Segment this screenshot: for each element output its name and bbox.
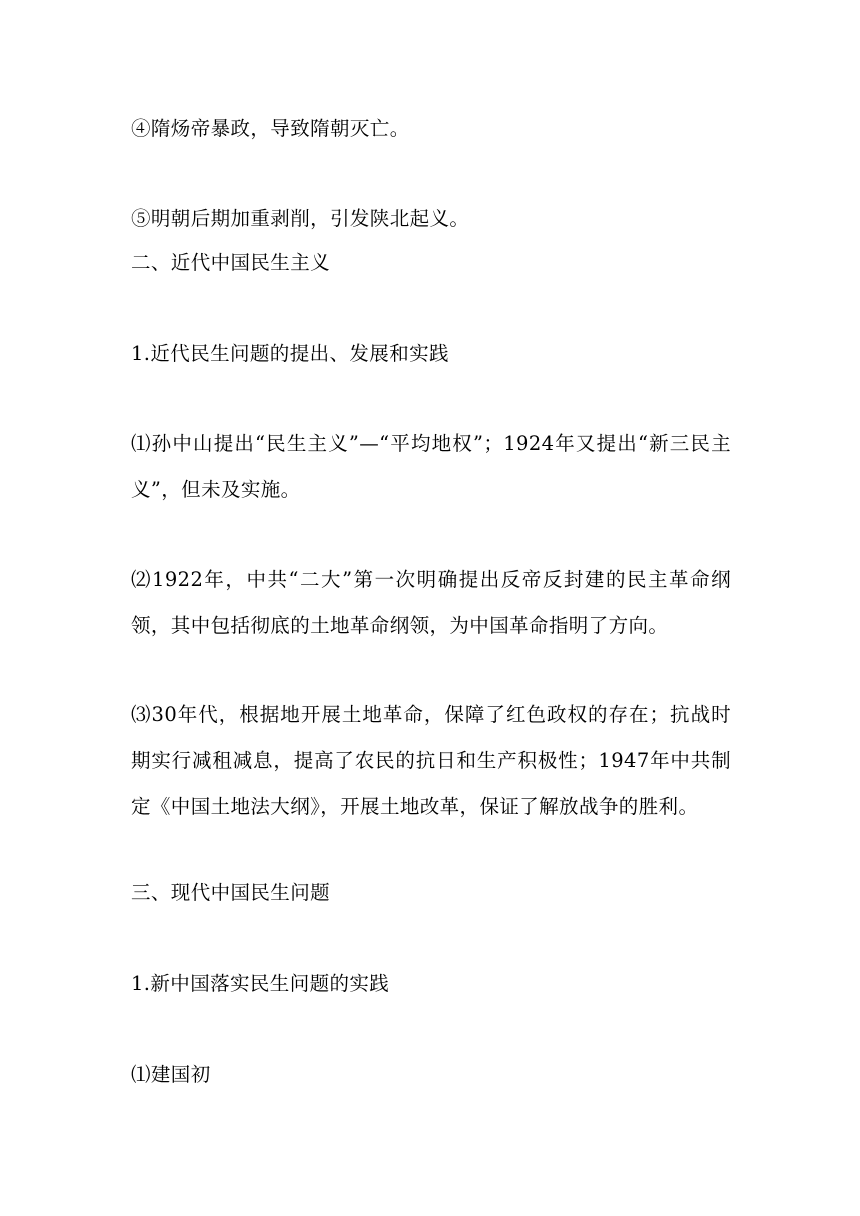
paragraph-land-revolution: ⑶30年代，根据地开展土地革命，保障了红色政权的存在；抗战时期实行减租减息，提高了农民的抗日和生产积极性；1947年中共制定《中国土地法大纲》，开展土地改革，保证了解放战争的胜利。 bbox=[131, 703, 731, 818]
subsection-heading-new-china-practice: 1.新中国落实民生问题的实践 bbox=[131, 972, 390, 995]
list-item-early-prc: ⑴建国初 bbox=[131, 1063, 211, 1086]
section-heading-contemporary-livelihood: 三、现代中国民生问题 bbox=[131, 881, 331, 904]
paragraph-1922: ⑵1922年，中共“二大”第一次明确提出反帝反封建的民主革命纲领，其中包括彻底的土地革命纲领，为中国革命指明了方向。 bbox=[131, 568, 731, 637]
paragraph-sun-yat-sen: ⑴孙中山提出“民生主义”—“平均地权”；1924年又提出“新三民主义”，但未及实施。 bbox=[131, 432, 731, 501]
section-heading-modern-livelihood: 二、近代中国民生主义 bbox=[131, 251, 331, 274]
subsection-heading-modern-practice: 1.近代民生问题的提出、发展和实践 bbox=[131, 342, 449, 365]
list-item-sui: ④隋炀帝暴政，导致隋朝灭亡。 bbox=[131, 117, 410, 140]
list-item-ming: ⑤明朝后期加重剥削，引发陕北起义。 bbox=[131, 207, 470, 230]
